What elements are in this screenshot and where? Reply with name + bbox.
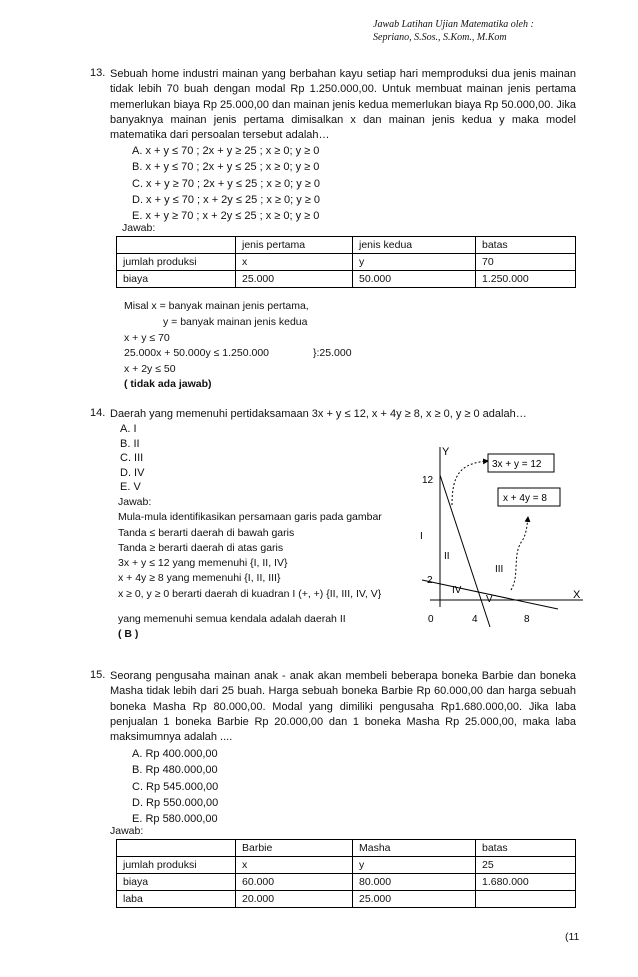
table-cell: jumlah produksi bbox=[117, 857, 236, 874]
table-cell: 70 bbox=[476, 254, 576, 271]
tick-2: 2 bbox=[427, 575, 433, 586]
table-row bbox=[117, 857, 576, 874]
arrow-to-box-2 bbox=[511, 517, 528, 590]
table-cell: y bbox=[353, 857, 476, 874]
q13-misal-2: y = banyak mainan jenis kedua bbox=[163, 316, 308, 328]
q14-line-6: x + 4y ≥ 8 yang memenuhi {I, II, III} bbox=[118, 572, 281, 585]
q14-explanation bbox=[118, 495, 382, 602]
y-axis-label: Y bbox=[442, 446, 450, 458]
table-cell: x bbox=[236, 857, 353, 874]
q14-line-5: 3x + y ≤ 12 yang memenuhi {I, II, IV} bbox=[118, 557, 288, 570]
table-cell: jenis pertama bbox=[236, 237, 353, 254]
q13-eq-3: x + 2y ≤ 50 bbox=[124, 363, 176, 375]
q13-table bbox=[116, 236, 576, 288]
region-label-iv: IV bbox=[452, 585, 462, 596]
table-cell: y bbox=[353, 254, 476, 271]
arrow-to-box-1 bbox=[452, 461, 488, 505]
q14-line-7: x ≥ 0, y ≥ 0 berarti daerah di kuadran I (+, +) {II, III, IV, V} bbox=[118, 587, 382, 600]
q15-option-d: D. Rp 550.000,00 bbox=[132, 796, 219, 809]
header-line-1: Jawab Latihan Ujian Matematika oleh : bbox=[373, 19, 534, 30]
q13-eq-1: x + y ≤ 70 bbox=[124, 332, 170, 344]
table-cell: jumlah produksi bbox=[117, 254, 236, 271]
q13-eq-2: 25.000x + 50.000y ≤ 1.250.000 bbox=[124, 347, 270, 359]
table-cell bbox=[117, 840, 236, 857]
region-label-ii: II bbox=[444, 551, 450, 562]
q14-line-1: Jawab: bbox=[118, 496, 152, 508]
q14-graph bbox=[400, 435, 590, 635]
q15-option-a: A. Rp 400.000,00 bbox=[132, 748, 218, 760]
table-cell: 1.250.000 bbox=[476, 271, 576, 288]
table-cell: 1.680.000 bbox=[476, 874, 576, 891]
table-cell: Barbie bbox=[236, 840, 353, 857]
header bbox=[373, 18, 534, 44]
table-row bbox=[117, 874, 576, 891]
q15-table bbox=[116, 839, 576, 908]
q13-option-d: D. x + y ≤ 70 ; x + 2y ≤ 25 ; x ≥ 0; y ≥ 0 bbox=[132, 193, 320, 206]
table-row bbox=[117, 271, 576, 288]
q13-number: 13. bbox=[90, 67, 106, 79]
q14-answer: ( B ) bbox=[118, 628, 139, 640]
q14-option-b: B. II bbox=[120, 437, 140, 450]
q13-eq-2-divisor: }:25.000 bbox=[313, 347, 352, 359]
page-number: (11 bbox=[565, 931, 580, 943]
q13-answer: ( tidak ada jawab) bbox=[124, 378, 212, 390]
tick-8: 8 bbox=[524, 614, 530, 625]
table-cell: Masha bbox=[353, 840, 476, 857]
table-cell: 50.000 bbox=[353, 271, 476, 288]
x-axis-label: X bbox=[573, 589, 581, 601]
q14-result: yang memenuhi semua kendala adalah daerah II bbox=[118, 613, 346, 625]
q13-jawab: Jawab: bbox=[122, 222, 156, 234]
q15-option-b: B. Rp 480.000,00 bbox=[132, 764, 218, 777]
q14-options bbox=[120, 422, 144, 495]
tick-0: 0 bbox=[428, 614, 434, 625]
q14-option-e: E. V bbox=[120, 481, 141, 494]
header-line-2: Sepriano, S.Sos., S.Kom., M.Kom bbox=[373, 32, 507, 43]
table-cell: 20.000 bbox=[236, 891, 353, 908]
table-cell: batas bbox=[476, 840, 576, 857]
tick-4: 4 bbox=[472, 614, 478, 625]
region-label-v: V bbox=[486, 594, 493, 605]
table-row bbox=[117, 237, 576, 254]
table-cell bbox=[476, 891, 576, 908]
q14-option-c: C. III bbox=[120, 452, 144, 465]
q14-line-4: Tanda ≥ berarti daerah di atas garis bbox=[118, 541, 284, 554]
table-cell: 25.000 bbox=[236, 271, 353, 288]
q13-misal-1: Misal x = banyak mainan jenis pertama, bbox=[124, 300, 309, 312]
q14-option-a: A. I bbox=[120, 423, 137, 435]
q15-options bbox=[132, 746, 218, 827]
q14-option-d: D. IV bbox=[120, 466, 145, 479]
table-cell: laba bbox=[117, 891, 236, 908]
equation-box-2-label: x + 4y = 8 bbox=[503, 493, 547, 504]
table-cell bbox=[117, 237, 236, 254]
q15-text: Seorang pengusaha mainan anak - anak akan membeli beberapa boneka Barbie dan boneka Masha tidak lebih dari 25 buah. Harga sebuah boneka Barbie Rp 60.000,00 dan harga sebuah boneka Masha Rp 80.000,00. Modal yang dimiliki pengusaha Rp1.680.000,00. Jika laba penjualan 1 boneka Barbie Rp 20.000,00 dan 1 boneka Masha Rp 25.000,00, maka laba maksimumnya adalah .... bbox=[110, 670, 576, 744]
q15-option-e: E. Rp 580.000,00 bbox=[132, 813, 218, 826]
q13-options bbox=[132, 143, 320, 224]
q15-jawab: Jawab: bbox=[110, 825, 144, 837]
table-cell: 60.000 bbox=[236, 874, 353, 891]
table-cell: biaya bbox=[117, 874, 236, 891]
equation-box-1-label: 3x + y = 12 bbox=[492, 459, 542, 470]
table-cell: batas bbox=[476, 237, 576, 254]
q15-option-c: C. Rp 545.000,00 bbox=[132, 780, 219, 793]
table-cell: biaya bbox=[117, 271, 236, 288]
table-row bbox=[117, 254, 576, 271]
q14-text: Daerah yang memenuhi pertidaksamaan 3x + y ≤ 12, x + 4y ≥ 8, x ≥ 0, y ≥ 0 adalah… bbox=[110, 408, 527, 420]
table-cell: jenis kedua bbox=[353, 237, 476, 254]
q14-line-3: Tanda ≤ berarti daerah di bawah garis bbox=[118, 526, 295, 539]
q15-number: 15. bbox=[90, 669, 106, 681]
table-row bbox=[117, 891, 576, 908]
table-cell: 25 bbox=[476, 857, 576, 874]
table-cell: x bbox=[236, 254, 353, 271]
q13-option-a: A. x + y ≤ 70 ; 2x + y ≥ 25 ; x ≥ 0; y ≥ 0 bbox=[132, 145, 320, 157]
region-label-i: I bbox=[420, 531, 423, 542]
tick-12: 12 bbox=[422, 475, 434, 486]
q13-option-e: E. x + y ≥ 70 ; x + 2y ≤ 25 ; x ≥ 0; y ≥ 0 bbox=[132, 210, 320, 223]
region-label-iii: III bbox=[495, 564, 504, 575]
q14-line-2: Mula-mula identifikasikan persamaan garis pada gambar bbox=[118, 511, 382, 524]
q13-text: Sebuah home industri mainan yang berbahan kayu setiap hari memproduksi dua jenis mainan tidak lebih 70 buah dengan modal Rp 1.250.000,00. Untuk membuat mainan jenis pertama memerlukan biaya Rp 25.000,00 dan mainan jenis kedua memerlukan biaya Rp 50.000,00. Jika banyaknya mainan jenis pertama dimisalkan x dan mainan jenis kedua y maka model matematika dari persoalan tersebut adalah… bbox=[110, 68, 576, 142]
q14-number: 14. bbox=[90, 407, 106, 419]
q13-option-b: B. x + y ≤ 70 ; 2x + y ≤ 25 ; x ≥ 0; y ≥ 0 bbox=[132, 161, 320, 174]
table-row bbox=[117, 840, 576, 857]
table-cell: 80.000 bbox=[353, 874, 476, 891]
q13-option-c: C. x + y ≥ 70 ; 2x + y ≤ 25 ; x ≥ 0; y ≥ 0 bbox=[132, 177, 320, 190]
table-cell: 25.000 bbox=[353, 891, 476, 908]
